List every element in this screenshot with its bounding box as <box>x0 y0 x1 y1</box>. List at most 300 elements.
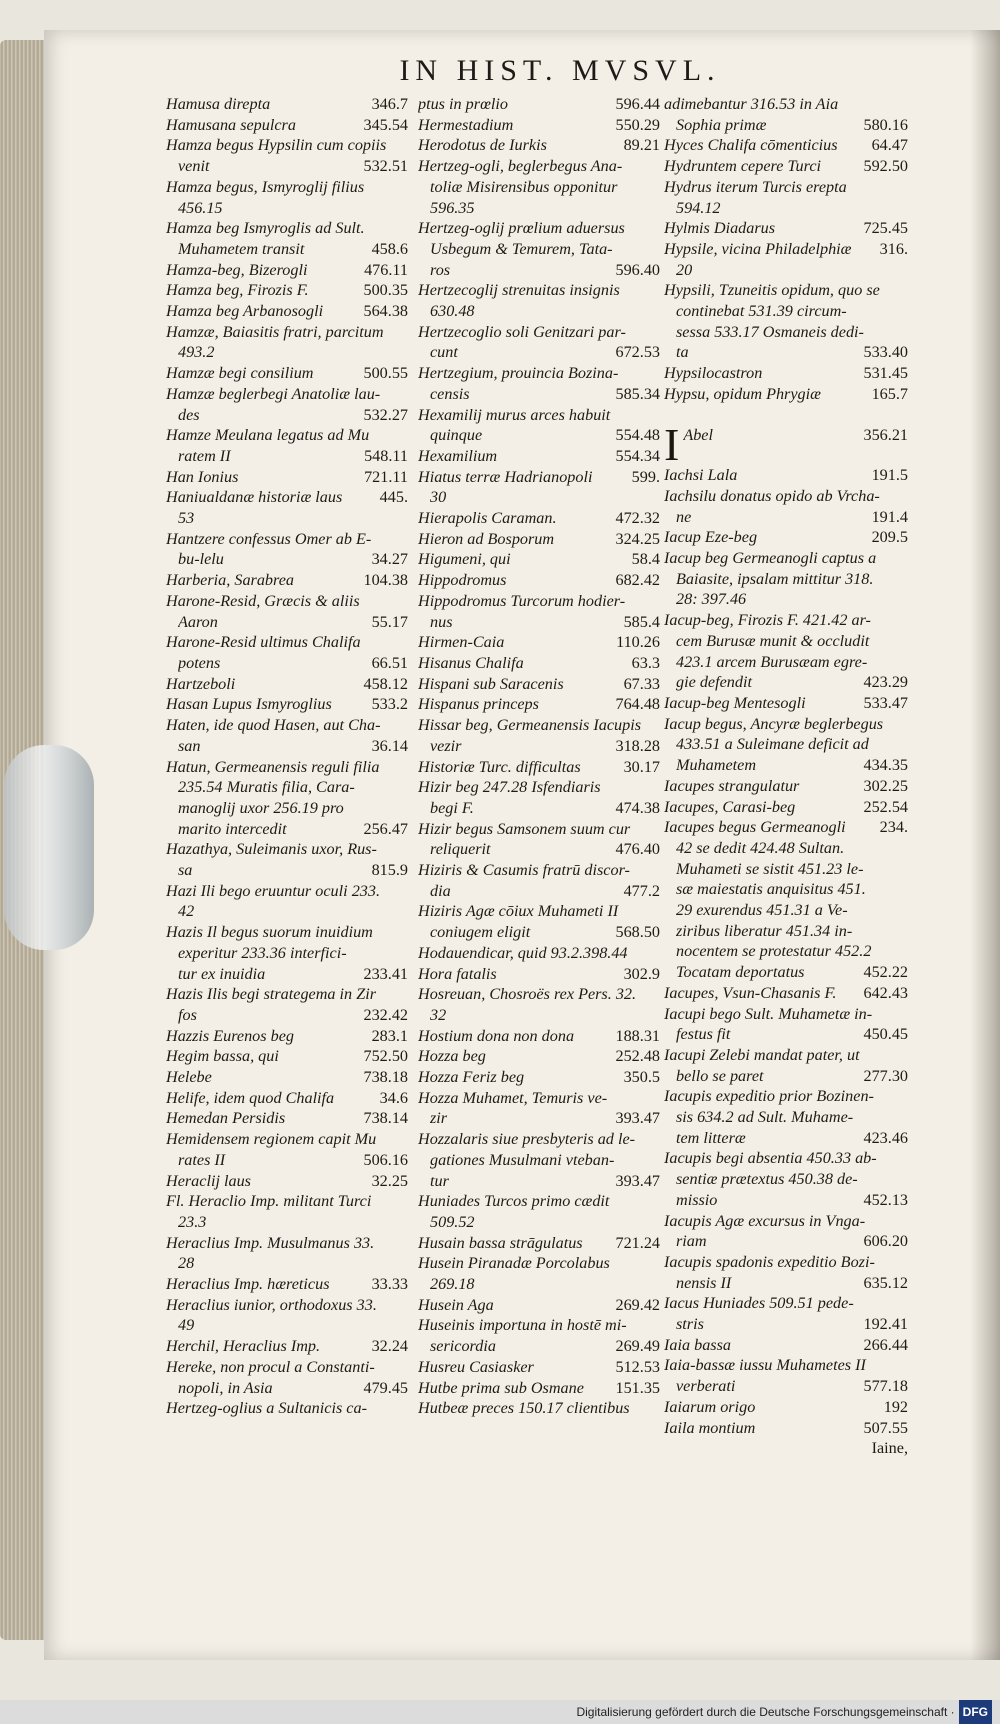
dfg-logo: DFG <box>959 1700 992 1724</box>
entry-page-ref: 266.44 <box>863 1335 908 1354</box>
index-entry <box>664 1231 908 1252</box>
entry-page-ref: 256.47 <box>363 819 408 838</box>
index-entry <box>664 156 908 177</box>
entry-page-ref: 458.6 <box>371 239 408 258</box>
entry-page-ref: 191.4 <box>871 507 908 526</box>
entry-term: Hamza-beg, Bizerogli <box>166 260 308 279</box>
entry-term: Harberia, Sarabrea <box>166 571 294 590</box>
entry-term: Hieron ad Bosporum <box>418 529 555 548</box>
entry-page-ref: 283.1 <box>371 1026 408 1045</box>
index-entry <box>166 135 408 156</box>
entry-page-ref: 232.42 <box>363 1005 408 1024</box>
index-entry <box>166 549 408 570</box>
entry-term: Hozza Muhamet, Temuris ve- <box>418 1088 608 1107</box>
entry-page-ref: 233.41 <box>363 964 408 983</box>
entry-term: Hexamilij murus arces habuit <box>418 405 611 424</box>
index-entry <box>418 1274 660 1295</box>
entry-term: Harone-Resid ultimus Chalifa <box>166 633 361 652</box>
entry-term: Hiatus terræ Hadrianopoli <box>418 467 593 486</box>
entry-page-ref: 554.48 <box>615 426 660 445</box>
index-entry <box>166 342 408 363</box>
index-entry <box>166 363 408 384</box>
entry-term: Hosreuan, Chosroës rex Pers. 32. <box>418 985 637 1004</box>
entry-page-ref: 479.45 <box>363 1378 408 1397</box>
index-entry <box>166 322 408 343</box>
entry-term: Hertzeg-oglius a Sultanicis ca- <box>166 1399 367 1418</box>
entry-term: coniugem eligit <box>430 923 531 942</box>
index-entry <box>418 260 660 281</box>
digitization-footer <box>0 1700 1000 1724</box>
index-entry <box>418 94 660 115</box>
entry-term: Iacup-beg, Firozis F. 421.42 ar- <box>664 611 871 630</box>
entry-term: tur ex inuidia <box>178 964 266 983</box>
index-entry <box>418 736 660 757</box>
entry-term: 594.12 <box>676 198 721 217</box>
entry-term: Hutbe prima sub Osmane <box>418 1378 584 1397</box>
index-entry <box>166 467 408 488</box>
entry-term: Hydruntem cepere Turci <box>664 157 822 176</box>
index-entry <box>418 529 660 550</box>
index-entry <box>664 797 908 818</box>
index-entry <box>664 941 908 962</box>
index-entry <box>418 653 660 674</box>
entry-term: Huniades Turcos primo cædit <box>418 1192 610 1211</box>
index-entry <box>418 1253 660 1274</box>
entry-term: Higumeni, qui <box>418 550 511 569</box>
entry-term: Hylmis Diadarus <box>664 219 776 238</box>
index-entry <box>418 839 660 860</box>
entry-term: Helife, idem quod Chalifa <box>166 1088 335 1107</box>
entry-term: bello se paret <box>676 1066 764 1085</box>
entry-page-ref: 393.47 <box>615 1109 660 1128</box>
entry-page-ref: 458.12 <box>363 674 408 693</box>
entry-term: Huseinis importuna in hostē mi- <box>418 1316 627 1335</box>
index-entry <box>418 1046 660 1067</box>
index-entry <box>664 384 908 405</box>
index-entry <box>664 962 908 983</box>
entry-term: Hamza begus, Ismyroglij filius <box>166 177 365 196</box>
entry-page-ref: 568.50 <box>615 923 660 942</box>
index-entry <box>664 652 908 673</box>
index-entry <box>166 508 408 529</box>
index-entry <box>664 879 908 900</box>
index-entry <box>664 1211 908 1232</box>
entry-page-ref: 476.40 <box>615 840 660 859</box>
entry-page-ref: 531.45 <box>863 364 908 383</box>
index-entry <box>418 135 660 156</box>
entry-term: sis 634.2 ad Sult. Muhame- <box>676 1108 854 1127</box>
entry-term: Muhametem <box>676 756 757 775</box>
entry-term: Iachsilu donatus opido ab Vrcha- <box>664 486 880 505</box>
index-entry <box>166 198 408 219</box>
entry-term: Tocatam deportatus <box>676 963 805 982</box>
entry-page-ref: 434.35 <box>863 756 908 775</box>
index-entry <box>418 674 660 695</box>
entry-term: Hazathya, Suleimanis uxor, Rus- <box>166 840 377 859</box>
entry-term: Hypsile, vicina Philadelphiæ <box>664 239 852 258</box>
entry-page-ref: 721.11 <box>364 467 408 486</box>
entry-term: Hierapolis Caraman. <box>418 509 557 528</box>
entry-term: Iaila montium <box>664 1418 756 1437</box>
entry-term: Iaia bassa <box>664 1335 732 1354</box>
entry-term: ne <box>676 507 692 526</box>
index-entry <box>166 239 408 260</box>
entry-term: Hamzæ, Baiasitis fratri, parcitum <box>166 322 384 341</box>
index-entry <box>166 964 408 985</box>
entry-term: Iacupes, Carasi-beg <box>664 797 796 816</box>
entry-term: 269.18 <box>430 1275 475 1294</box>
index-entry <box>664 610 908 631</box>
index-entry <box>664 1128 908 1149</box>
section-initial: I <box>664 419 680 471</box>
entry-page-ref: 67.33 <box>623 674 660 693</box>
index-entry <box>664 1024 908 1045</box>
entry-term: zir <box>430 1109 448 1128</box>
entry-term: manoglij uxor 256.19 pro <box>178 798 344 817</box>
entry-term: Hirmen-Caia <box>418 633 505 652</box>
index-entry <box>166 1398 408 1419</box>
index-entry <box>166 943 408 964</box>
entry-page-ref: 533.2 <box>371 695 408 714</box>
index-entry <box>166 736 408 757</box>
index-entry <box>166 1336 408 1357</box>
entry-term: 29 exurendus 451.31 a Ve- <box>676 901 848 920</box>
index-entry <box>166 1005 408 1026</box>
index-entry <box>166 1191 408 1212</box>
entry-term: Husain bassa strāgulatus <box>418 1233 583 1252</box>
entry-term: nocentem se protestatur 452.2 <box>676 942 872 961</box>
entry-page-ref: 476.11 <box>364 260 408 279</box>
entry-term: potens <box>178 653 221 672</box>
entry-page-ref: 165.7 <box>871 384 908 403</box>
index-entry <box>166 570 408 591</box>
entry-page-ref: 554.34 <box>615 446 660 465</box>
index-entry <box>166 94 408 115</box>
index-entry <box>166 384 408 405</box>
index-entry <box>418 798 660 819</box>
index-entry <box>418 1357 660 1378</box>
entry-term: sericordia <box>430 1337 496 1356</box>
entry-term: Hora fatalis <box>418 964 497 983</box>
entry-page-ref: 564.38 <box>363 302 408 321</box>
index-entry <box>664 569 908 590</box>
entry-term: ratem II <box>178 446 231 465</box>
index-entry <box>166 1315 408 1336</box>
entry-term: Iacupes, Vsun-Chasanis F. <box>664 983 837 1002</box>
index-entry <box>166 446 408 467</box>
entry-page-ref: 450.45 <box>863 1025 908 1044</box>
entry-term: Herodotus de Iurkis <box>418 136 547 155</box>
entry-term: Hamusa direpta <box>166 95 271 113</box>
index-entry <box>166 280 408 301</box>
index-entry <box>418 1171 660 1192</box>
index-entry <box>664 1190 908 1211</box>
index-entry <box>166 1088 408 1109</box>
entry-page-ref: 36.14 <box>371 736 408 755</box>
entry-term: gie defendit <box>676 673 752 692</box>
entry-term: Hiziris Agæ cōiux Muhameti II <box>418 902 619 921</box>
index-entry <box>166 674 408 695</box>
entry-term: Hamza beg Arbanosogli <box>166 302 324 321</box>
entry-page-ref: 500.35 <box>363 281 408 300</box>
entry-term: Iacup beg Germeanogli captus a <box>664 549 877 568</box>
page-gutter-shadow <box>970 30 1000 1660</box>
index-entry <box>418 508 660 529</box>
entry-term: Iacupis spadonis expeditio Bozi- <box>664 1252 875 1271</box>
entry-page-ref: 32.25 <box>371 1171 408 1190</box>
index-entry <box>418 218 660 239</box>
entry-term: sessa 533.17 Osmaneis dedi- <box>676 322 864 341</box>
entry-page-ref: 34.6 <box>379 1088 408 1107</box>
index-entry <box>664 1335 908 1356</box>
index-entry <box>418 964 660 985</box>
index-entry <box>418 881 660 902</box>
entry-term: Historiæ Turc. difficultas <box>418 757 581 776</box>
entry-term: Heraclij laus <box>166 1171 251 1190</box>
entry-term: Hydrus iterum Turcis erepta <box>664 177 847 196</box>
entry-term: fos <box>178 1005 197 1024</box>
entry-term: Hantzere confessus Omer ab E- <box>166 529 372 548</box>
index-entry <box>418 1129 660 1150</box>
entry-page-ref: 269.49 <box>615 1337 660 1356</box>
index-entry <box>418 467 660 488</box>
entry-term: Husreu Casiasker <box>418 1357 534 1376</box>
entry-term: Hemidensem regionem capit Mu <box>166 1130 377 1149</box>
entry-page-ref: 585.4 <box>623 612 660 631</box>
index-entry <box>418 156 660 177</box>
entry-term: experitur 233.36 interfici- <box>178 943 347 962</box>
entry-term: Hozza beg <box>418 1047 486 1066</box>
index-entry <box>166 1212 408 1233</box>
index-column-3 <box>664 94 908 1459</box>
index-entry <box>664 838 908 859</box>
entry-term: sentiæ prætextus 450.38 de- <box>676 1170 858 1189</box>
entry-page-ref: 474.38 <box>615 798 660 817</box>
entry-page-ref: 500.55 <box>363 364 408 383</box>
index-entry <box>664 198 908 219</box>
entry-page-ref: 269.42 <box>615 1295 660 1314</box>
index-entry <box>166 798 408 819</box>
index-entry <box>664 301 908 322</box>
index-entry <box>664 548 908 569</box>
entry-page-ref: 252.54 <box>863 797 908 816</box>
entry-term: Iacupis begi absentia 450.33 ab- <box>664 1149 877 1168</box>
entry-page-ref: 764.48 <box>615 695 660 714</box>
entry-page-ref: 721.24 <box>615 1233 660 1252</box>
entry-term: Hamze Meulana legatus ad Mu <box>166 426 370 445</box>
index-entry <box>166 1171 408 1192</box>
index-entry <box>664 135 908 156</box>
index-entry <box>418 1067 660 1088</box>
entry-page-ref: 350.5 <box>623 1068 660 1087</box>
entry-term: Herchil, Heraclius Imp. <box>166 1337 321 1356</box>
index-entry <box>166 777 408 798</box>
index-entry <box>664 900 908 921</box>
entry-page-ref: 423.29 <box>863 673 908 692</box>
entry-term: missio <box>676 1190 718 1209</box>
entry-term: 32 <box>430 1005 447 1024</box>
index-entry <box>664 419 908 471</box>
entry-term: vezir <box>430 736 462 755</box>
entry-term: nus <box>430 612 453 631</box>
entry-term: ta <box>676 343 689 362</box>
entry-page-ref: 33.33 <box>371 1275 408 1294</box>
index-entry <box>664 734 908 755</box>
entry-term: 423.1 arcem Burusæam egre- <box>676 652 868 671</box>
index-column-2 <box>418 94 660 1419</box>
entry-page-ref: 110.26 <box>616 633 660 652</box>
entry-term: Hozza Feriz beg <box>418 1068 525 1087</box>
index-entry <box>166 425 408 446</box>
entry-page-ref: 725.45 <box>863 219 908 238</box>
index-entry <box>166 860 408 881</box>
entry-term: Hypsili, Tzuneitis opidum, quo se <box>664 281 880 300</box>
entry-term: 30 <box>430 488 447 507</box>
entry-term: nensis II <box>676 1273 732 1292</box>
index-entry <box>166 653 408 674</box>
entry-term: rates II <box>178 1150 226 1169</box>
entry-page-ref: 58.4 <box>631 550 660 569</box>
entry-term: ziribus liberatur 451.34 in- <box>676 921 853 940</box>
index-entry <box>664 465 908 486</box>
entry-term: Sophia primæ <box>676 115 767 134</box>
index-entry <box>664 527 908 548</box>
index-entry <box>664 1107 908 1128</box>
entry-term: Hertzeg-oglij prœlium aduersus <box>418 219 625 238</box>
index-entry <box>166 1150 408 1171</box>
entry-term: 42 se dedit 424.48 Sultan. <box>676 838 845 857</box>
entry-page-ref: 635.12 <box>863 1273 908 1292</box>
entry-term: Muhameti se sistit 451.23 le- <box>676 859 864 878</box>
entry-term: Iacupi bego Sult. Muhametæ in- <box>664 1004 873 1023</box>
index-entry <box>664 94 908 115</box>
entry-page-ref: 356.21 <box>863 426 908 445</box>
entry-term: Hodauendicar, quid 93.2.398.44 <box>418 943 628 962</box>
index-entry <box>418 715 660 736</box>
entry-term: Helebe <box>166 1068 212 1087</box>
entry-term: tur <box>430 1171 449 1190</box>
entry-term: Abel <box>683 426 713 445</box>
entry-term: Usbegum & Temurem, Tata- <box>430 239 613 258</box>
entry-term: Baiasite, ipsalam mittitur 318. <box>676 569 874 588</box>
entry-term: 433.51 a Suleimane deficit ad <box>676 735 869 754</box>
entry-term: Hazi Ili bego eruuntur oculi 233. <box>166 881 381 900</box>
index-entry <box>166 1129 408 1150</box>
entry-term: 23.3 <box>178 1212 207 1231</box>
index-entry <box>166 715 408 736</box>
index-entry <box>418 1108 660 1129</box>
index-entry <box>418 694 660 715</box>
index-entry <box>166 1378 408 1399</box>
entry-term: 509.52 <box>430 1212 475 1231</box>
entry-page-ref: 445. <box>379 488 408 507</box>
index-entry <box>664 1438 908 1459</box>
entry-term: Heraclius Imp. hæreticus <box>166 1275 330 1294</box>
entry-page-ref: 452.22 <box>863 963 908 982</box>
index-entry <box>418 363 660 384</box>
entry-term: Hertzecoglio soli Genitzari par- <box>418 322 626 341</box>
entry-page-ref: 472.32 <box>615 509 660 528</box>
entry-term: Hatun, Germeanensis reguli filia <box>166 757 380 776</box>
entry-page-ref: 104.38 <box>363 571 408 590</box>
entry-term: tem litteræ <box>676 1128 746 1147</box>
index-entry <box>664 859 908 880</box>
entry-term: continebat 531.39 circum- <box>676 302 847 321</box>
entry-page-ref: 532.51 <box>363 157 408 176</box>
index-entry <box>664 776 908 797</box>
entry-term: Hamza beg, Firozis F. <box>166 281 309 300</box>
entry-page-ref: 277.30 <box>863 1066 908 1085</box>
entry-page-ref: 302.9 <box>623 964 660 983</box>
index-entry <box>166 632 408 653</box>
entry-page-ref: 477.2 <box>623 881 660 900</box>
index-entry <box>664 260 908 281</box>
entry-term: Hamzæ begi consilium <box>166 364 314 383</box>
index-entry <box>166 1295 408 1316</box>
entry-term: censis <box>430 384 470 403</box>
entry-page-ref: 596.44 <box>615 95 660 113</box>
index-entry <box>418 1212 660 1233</box>
entry-page-ref: 151.35 <box>615 1378 660 1397</box>
entry-term: 235.54 Muratis filia, Cara- <box>178 778 355 797</box>
entry-page-ref: 34.27 <box>371 550 408 569</box>
entry-term: Hermestadium <box>418 115 514 134</box>
entry-term: Harone-Resid, Græcis & aliis <box>166 591 360 610</box>
entry-page-ref: 209.5 <box>871 528 908 547</box>
index-entry <box>664 342 908 363</box>
entry-term: 596.35 <box>430 198 475 217</box>
index-entry <box>664 1148 908 1169</box>
index-entry <box>418 198 660 219</box>
index-entry <box>664 1169 908 1190</box>
entry-term: Hartzeboli <box>166 674 236 693</box>
entry-term: Hizir begus Samsonem suum cur <box>418 819 631 838</box>
entry-page-ref: 585.34 <box>615 384 660 403</box>
entry-term: verberati <box>676 1377 736 1396</box>
index-entry <box>166 881 408 902</box>
index-entry <box>418 901 660 922</box>
entry-term: nopoli, in Asia <box>178 1378 273 1397</box>
index-entry <box>166 694 408 715</box>
entry-page-ref: 32.24 <box>371 1337 408 1356</box>
index-entry <box>418 819 660 840</box>
entry-term: Hispanus princeps <box>418 695 539 714</box>
entry-term: Hippodromus <box>418 571 507 590</box>
entry-page-ref: 302.25 <box>863 776 908 795</box>
index-entry <box>664 1273 908 1294</box>
entry-page-ref: 252.48 <box>615 1047 660 1066</box>
entry-term: Hexamilium <box>418 446 498 465</box>
entry-term: reliquerit <box>430 840 491 859</box>
entry-term: Iacupi Zelebi mandat pater, ut <box>664 1045 860 1064</box>
index-entry <box>166 819 408 840</box>
entry-term: gationes Musulmani vteban- <box>430 1150 615 1169</box>
index-entry <box>418 280 660 301</box>
entry-term: cunt <box>430 343 458 362</box>
entry-term: Iacupes strangulatur <box>664 776 800 795</box>
index-entry <box>418 1398 660 1419</box>
entry-page-ref: 63.3 <box>631 653 660 672</box>
entry-term: Hiziris & Casumis fratrū discor- <box>418 861 630 880</box>
index-entry <box>664 1397 908 1418</box>
metal-clip <box>4 745 94 950</box>
entry-page-ref: 192 <box>883 1397 908 1416</box>
index-entry <box>418 384 660 405</box>
entry-term: Iacupis expeditio prior Bozinen- <box>664 1087 874 1106</box>
entry-term: 456.15 <box>178 198 223 217</box>
index-entry <box>418 405 660 426</box>
entry-page-ref: 191.5 <box>871 466 908 485</box>
